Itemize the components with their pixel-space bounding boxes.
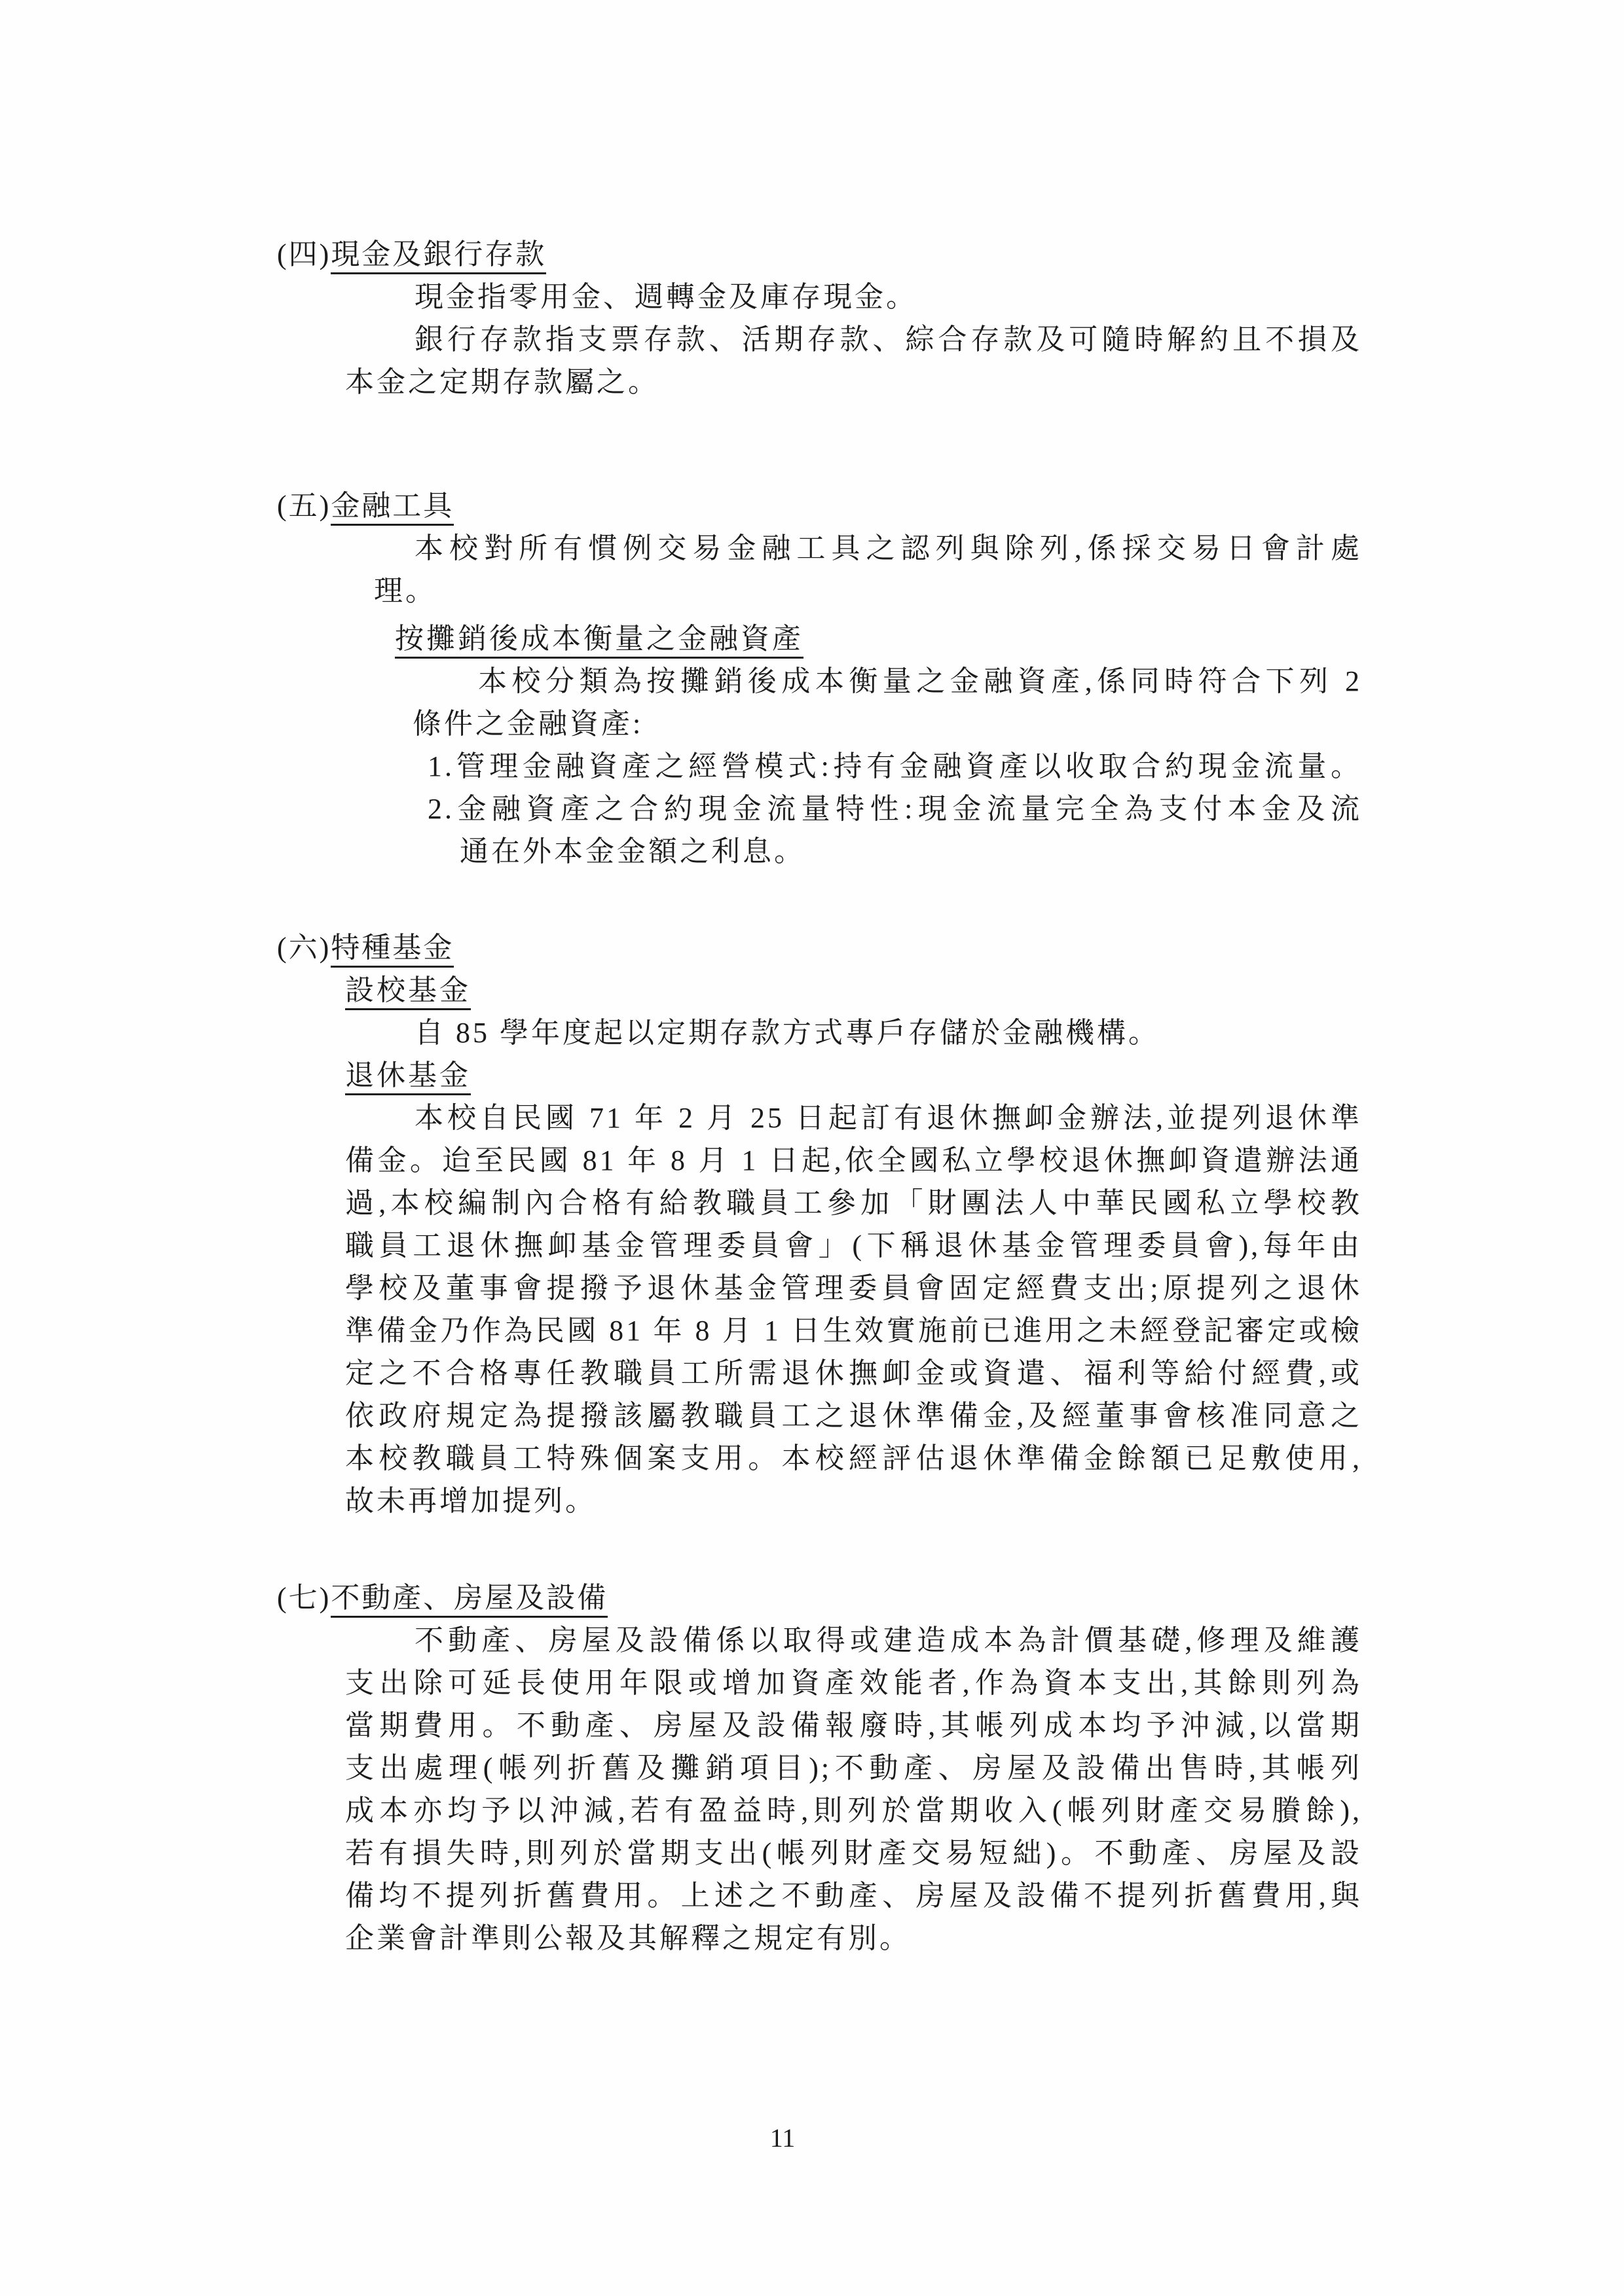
section-5-title: 金融工具 (331, 490, 454, 526)
list-number: 2. (428, 793, 454, 825)
page-number: 11 (769, 2123, 796, 2153)
text-line: 若有損失時,則列於當期支出(帳列財產交易短絀)。不動產、房屋及設 (345, 1837, 1362, 1869)
list-item-2: 2.金融資產之合約現金流量特性:現金流量完全為支付本金及流 (428, 793, 1362, 825)
text-line: 本校分類為按攤銷後成本衡量之金融資產,係同時符合下列 2 (478, 665, 1362, 697)
text-line: 準備金乃作為民國 81 年 8 月 1 日生效實施前已進用之未經登記審定或檢 (345, 1315, 1362, 1347)
text-line: 本金之定期存款屬之。 (345, 366, 659, 398)
text-line: 備金。迨至民國 81 年 8 月 1 日起,依全國私立學校退休撫卹資遣辦法通 (345, 1144, 1362, 1176)
section-7-title: 不動產、房屋及設備 (331, 1582, 608, 1618)
text-line: 故未再增加提列。 (345, 1485, 597, 1517)
text-line: 本校自民國 71 年 2 月 25 日起訂有退休撫卹金辦法,並提列退休準 (415, 1102, 1362, 1134)
section-7-heading (277, 1576, 1362, 1619)
list-item-1: 1.管理金融資產之經營模式:持有金融資產以收取合約現金流量。 (428, 750, 1362, 782)
text-line: 條件之金融資產: (413, 708, 644, 740)
text-line: 企業會計準則公報及其解釋之規定有別。 (345, 1922, 911, 1954)
section-4-title: 現金及銀行存款 (331, 238, 546, 274)
paragraph-gap (337, 612, 1362, 617)
section-7-label: (七) (277, 1582, 331, 1614)
text-line: 當期費用。不動產、房屋及設備報廢時,其帳列成本均予沖減,以當期 (345, 1709, 1362, 1741)
text-line: 依政府規定為提撥該屬教職員工之退休準備金,及經董事會核准同意之 (345, 1400, 1362, 1432)
text-line: 定之不合格專任教職員工所需退休撫卹金或資遣、福利等給付經費,或 (345, 1357, 1362, 1389)
text-line: 自 85 學年度起以定期存款方式專戶存儲於金融機構。 (415, 1017, 1160, 1049)
text-line: 理。 (374, 575, 437, 607)
subsection-amortized-cost-heading: 按攤銷後成本衡量之金融資產 (337, 617, 1362, 660)
section-6-title: 特種基金 (331, 932, 454, 968)
text-line: 本校對所有慣例交易金融工具之認列與除列,係採交易日會計處 (415, 532, 1362, 564)
section-5-heading (277, 484, 1362, 527)
text-line: 成本亦均予以沖減,若有盈益時,則列於當期收入(帳列財產交易賸餘), (345, 1795, 1362, 1827)
section-4-heading (277, 233, 1362, 276)
section-gap (337, 873, 1362, 926)
section-6-label: (六) (277, 932, 331, 964)
section-4-label: (四) (277, 238, 331, 270)
text-line: 本校教職員工特殊個案支用。本校經評估退休準備金餘額已足敷使用, (345, 1442, 1362, 1474)
text-line: 職員工退休撫卹基金管理委員會」(下稱退休基金管理委員會),每年由 (345, 1230, 1362, 1262)
text-line: 不動產、房屋及設備係以取得或建造成本為計價基礎,修理及維護 (415, 1624, 1362, 1656)
section-gap (337, 1522, 1362, 1576)
section-gap (337, 403, 1362, 484)
subsection-pension-fund-heading: 退休基金 (337, 1054, 1362, 1097)
section-6-heading (277, 926, 1362, 969)
text-line: 過,本校編制內合格有給教職員工參加「財團法人中華民國私立學校教 (345, 1187, 1362, 1219)
list-item-2-continuation: 通在外本金金額之利息。 (460, 835, 805, 867)
text-line: 支出處理(帳列折舊及攤銷項目);不動產、房屋及設備出售時,其帳列 (345, 1752, 1362, 1784)
text-line: 備均不提列折舊費用。上述之不動產、房屋及設備不提列折舊費用,與 (345, 1880, 1362, 1912)
subsection-establishment-fund-heading: 設校基金 (337, 969, 1362, 1011)
document-text-block (277, 233, 1362, 1959)
text-line: 現金指零用金、週轉金及庫存現金。 (415, 281, 917, 313)
text-line: 學校及董事會提撥予退休基金管理委員會固定經費支出;原提列之退休 (345, 1272, 1362, 1304)
text-line: 銀行存款指支票存款、活期存款、綜合存款及可隨時解約且不損及 (415, 323, 1362, 355)
section-5-label: (五) (277, 490, 331, 522)
list-number: 1. (428, 750, 454, 782)
text-line: 支出除可延長使用年限或增加資產效能者,作為資本支出,其餘則列為 (345, 1667, 1362, 1699)
